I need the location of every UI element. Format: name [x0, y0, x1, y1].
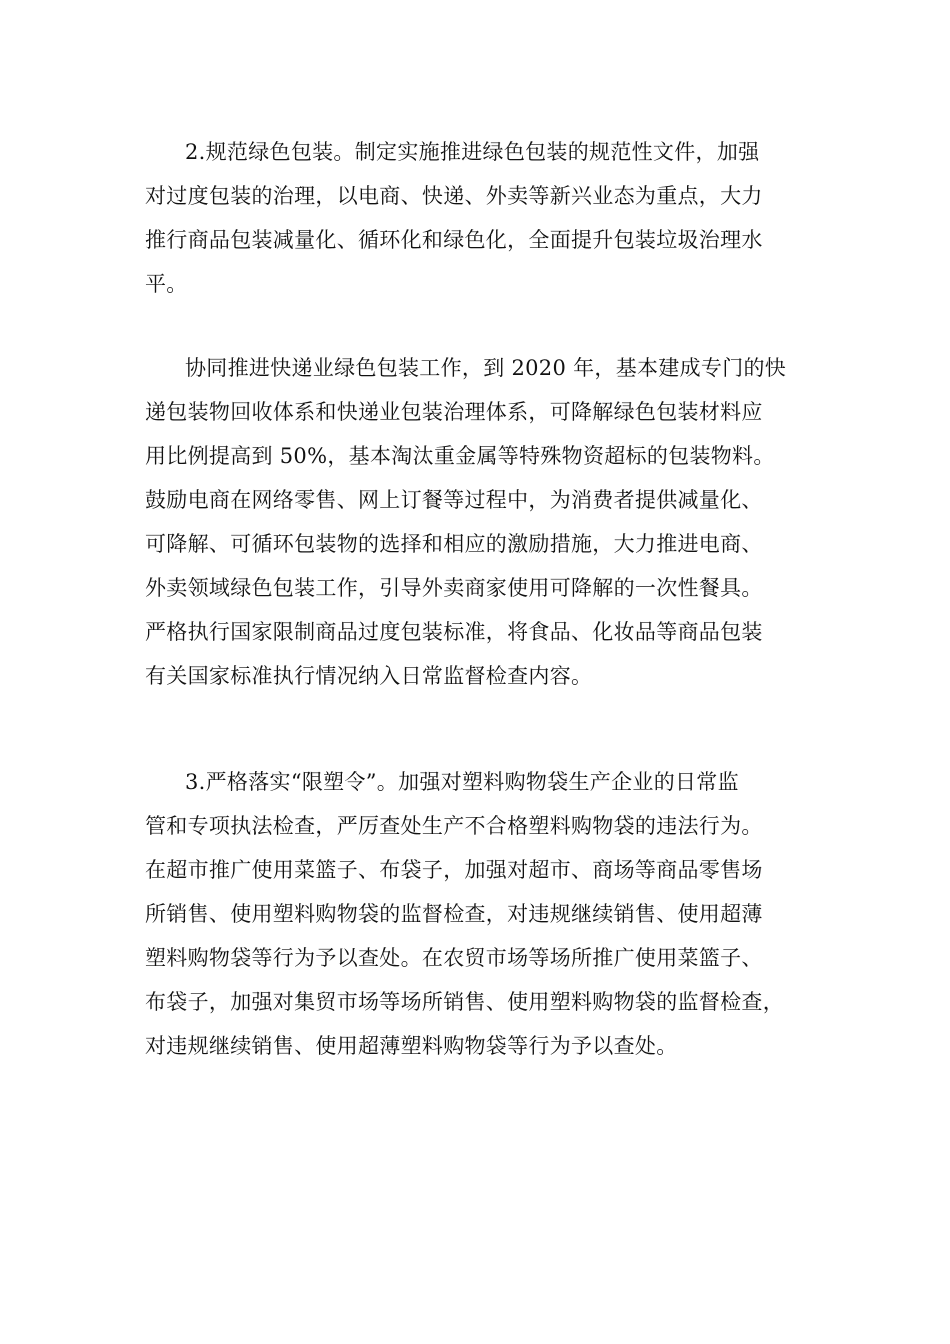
paragraph-line: 2.规范绿色包装。制定实施推进绿色包装的规范性文件，加强 — [185, 140, 760, 164]
paragraph-line: 所销售、使用塑料购物袋的监督检查，对违规继续销售、使用超薄 — [145, 902, 763, 926]
paragraph-line: 递包装物回收体系和快递业包装治理体系，可降解绿色包装材料应 — [145, 400, 763, 424]
paragraph-line: 平。 — [145, 272, 188, 296]
paragraph-line: 鼓励电商在网络零售、网上订餐等过程中，为消费者提供减量化、 — [145, 488, 763, 512]
paragraph-line: 在超市推广使用菜篮子、布袋子，加强对超市、商场等商品零售场 — [145, 858, 763, 882]
paragraph-line: 可降解、可循环包装物的选择和相应的激励措施，大力推进电商、 — [145, 532, 763, 556]
paragraph-plastic-restriction — [145, 760, 805, 1068]
paragraph-green-packaging — [145, 130, 805, 306]
paragraph-line: 对过度包装的治理，以电商、快递、外卖等新兴业态为重点，大力 — [145, 184, 763, 208]
paragraph-express-packaging — [145, 346, 805, 698]
paragraph-line: 对违规继续销售、使用超薄塑料购物袋等行为予以查处。 — [145, 1034, 678, 1058]
paragraph-line: 3.严格落实“限塑令”。加强对塑料购物袋生产企业的日常监 — [185, 770, 739, 794]
paragraph-line: 协同推进快递业绿色包装工作，到 2020 年，基本建成专门的快 — [185, 356, 787, 380]
paragraph-line: 用比例提高到 50%，基本淘汰重金属等特殊物资超标的包装物料。 — [145, 444, 775, 468]
paragraph-line: 推行商品包装减量化、循环化和绿色化，全面提升包装垃圾治理水 — [145, 228, 763, 252]
paragraph-line: 管和专项执法检查，严厉查处生产不合格塑料购物袋的违法行为。 — [145, 814, 763, 838]
paragraph-line: 布袋子，加强对集贸市场等场所销售、使用塑料购物袋的监督检查， — [145, 990, 784, 1014]
paragraph-line: 外卖领域绿色包装工作，引导外卖商家使用可降解的一次性餐具。 — [145, 576, 763, 600]
paragraph-line: 塑料购物袋等行为予以查处。在农贸市场等场所推广使用菜篮子、 — [145, 946, 763, 970]
paragraph-line: 有关国家标准执行情况纳入日常监督检查内容。 — [145, 664, 593, 688]
paragraph-line: 严格执行国家限制商品过度包装标准，将食品、化妆品等商品包装 — [145, 620, 763, 644]
